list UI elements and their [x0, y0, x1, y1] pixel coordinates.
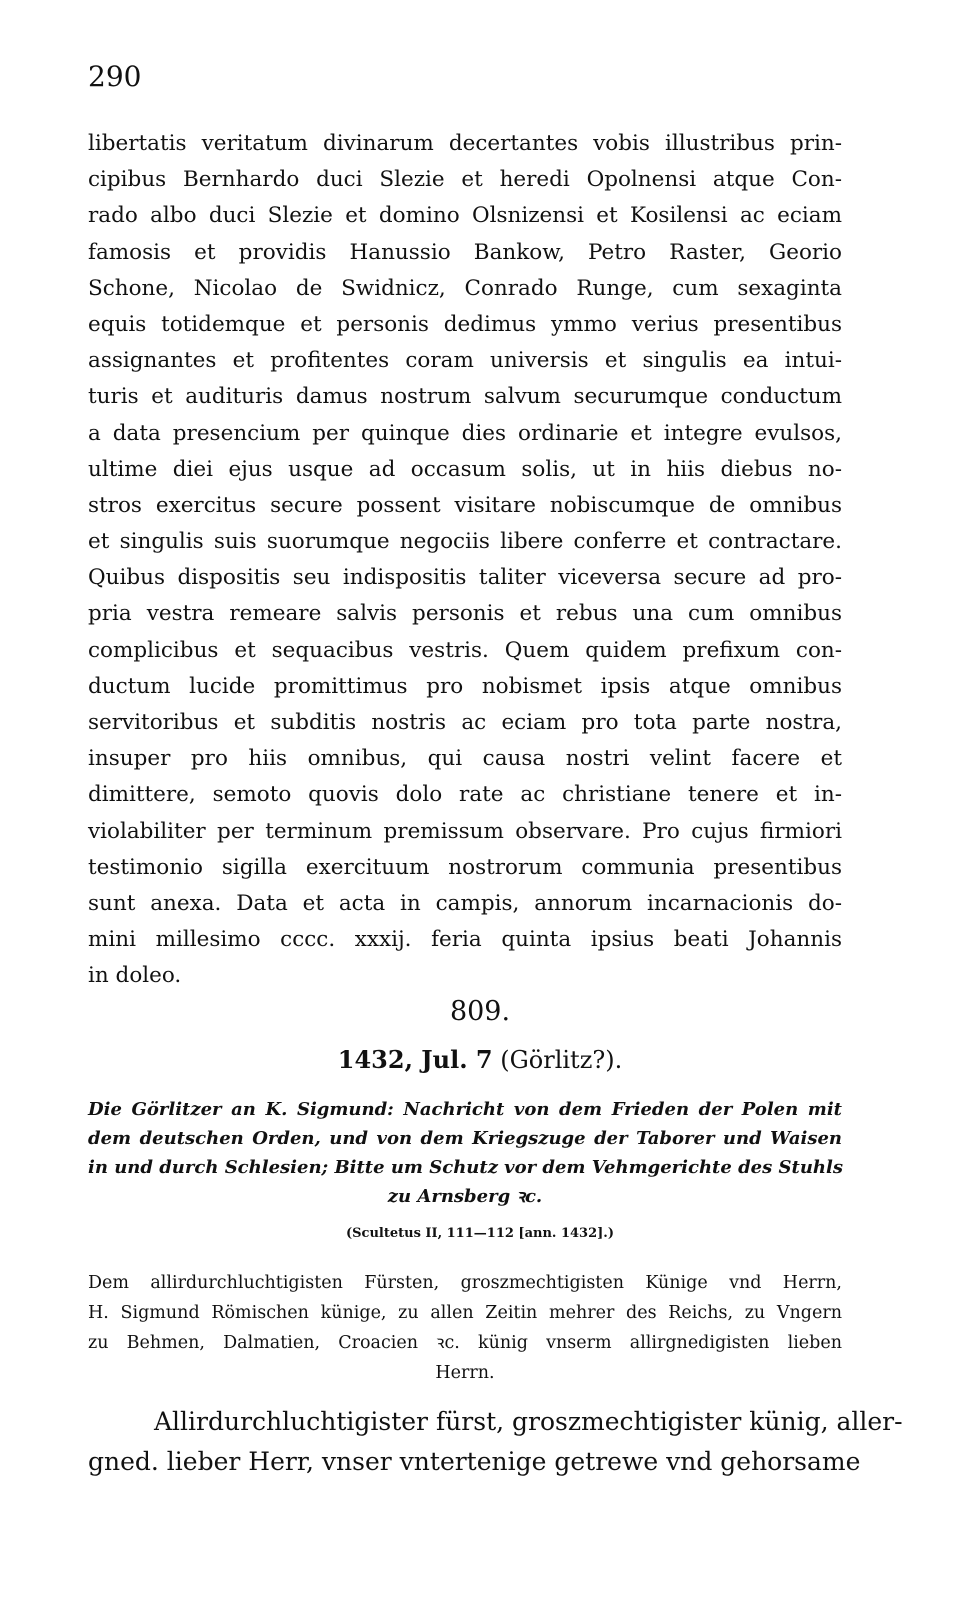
text-line: insuper pro hiis omnibus, qui causa nostri velint facere et	[88, 746, 842, 772]
text-line: testimonio sigilla exercituum nostrorum communia presentibus	[88, 854, 842, 880]
summary-line: dem deutschen Orden, und von dem Kriegszuge der Taborer und Waisen	[88, 1128, 842, 1149]
text-line: stros exercitus secure possent visitare nobiscumque de omnibus	[88, 492, 842, 518]
text-line: sunt anexa. Data et acta in campis, annorum incarnacionis do-	[88, 890, 842, 916]
main-text	[88, 126, 842, 995]
text-line: cipibus Bernhardo duci Slezie et heredi Opolnensi atque Con-	[88, 167, 842, 193]
text-line: et singulis suis suorumque negociis libere conferre et contractare.	[88, 529, 842, 555]
address-line: H. Sigmund Römischen künige, zu allen Zeitin mehrer des Reichs, zu Vngern	[88, 1303, 842, 1323]
text-line: dimittere, semoto quovis dolo rate ac christiane tenere et in-	[88, 782, 842, 808]
text-line: famosis et providis Hanussio Bankow, Petro Raster, Georio	[88, 239, 842, 265]
document-place: (Görlitz?).	[500, 1046, 623, 1074]
letter-address	[88, 1268, 842, 1388]
summary-line: Die Görlitzer an K. Sigmund: Nachricht von dem Frieden der Polen mit	[88, 1099, 842, 1120]
text-line: Schone, Nicolao de Swidnicz, Conrado Runge, cum sexaginta	[88, 275, 842, 301]
letter-text	[88, 1402, 903, 1482]
text-line: rado albo duci Slezie et domino Olsnizensi et Kosilensi ac eciam	[88, 203, 842, 229]
text-line: pria vestra remeare salvis personis et rebus una cum omnibus	[88, 601, 842, 627]
text-line: assignantes et profitentes coram universis et singulis ea intui-	[88, 348, 842, 374]
text-line: a data presencium per quinque dies ordinarie et integre evulsos,	[88, 420, 842, 446]
source-citation: (Scultetus II, 111—112 [ann. 1432].)	[346, 1226, 614, 1241]
text-line: turis et audituris damus nostrum salvum securumque conductum	[88, 384, 842, 410]
text-line: Quibus dispositis seu indispositis taliter viceversa secure ad pro-	[88, 565, 842, 591]
address-line: Dem allirdurchluchtigisten Fürsten, groszmechtigisten Künige vnd Herrn,	[88, 1273, 842, 1293]
summary-line: in und durch Schlesien; Bitte um Schutz vor dem Vehmgerichte des Stuhls	[88, 1157, 843, 1178]
summary-line: zu Arnsberg ꝛc.	[387, 1186, 543, 1207]
page-number: 290	[88, 60, 142, 93]
text-line: equis totidemque et personis dedimus ymmo verius presentibus	[88, 311, 842, 337]
document-date-heading	[0, 1045, 960, 1074]
text-line: mini millesimo cccc. xxxij. feria quinta ipsius beati Johannis	[88, 927, 842, 953]
address-line: Herrn.	[435, 1363, 495, 1383]
document-number: 809.	[449, 996, 511, 1027]
text-line: libertatis veritatum divinarum decertantes vobis illustribus prin-	[88, 131, 842, 156]
text-line: servitoribus et subditis nostris ac eciam pro tota parte nostra,	[88, 710, 842, 735]
letter-line: Allirdurchluchtigister fürst, groszmechtigister künig, aller-	[154, 1407, 903, 1436]
address-line: zu Behmen, Dalmatien, Croacien ꝛc. künig vnserm allirgnedigisten lieben	[88, 1333, 842, 1353]
document-summary	[88, 1095, 842, 1211]
letter-line: gned. lieber Herr, vnser vntertenige getrewe vnd gehorsame	[88, 1447, 861, 1476]
text-line: ultime diei ejus usque ad occasum solis, ut in hiis diebus no-	[88, 456, 842, 482]
text-line: in doleo.	[88, 963, 182, 989]
text-line: ductum lucide promittimus pro nobismet ipsis atque omnibus	[88, 673, 842, 699]
text-line: complicibus et sequacibus vestris. Quem quidem prefixum con-	[88, 637, 842, 663]
document-date: 1432, Jul. 7	[337, 1045, 493, 1074]
text-line: violabiliter per terminum premissum observare. Pro cujus firmiori	[88, 818, 842, 844]
